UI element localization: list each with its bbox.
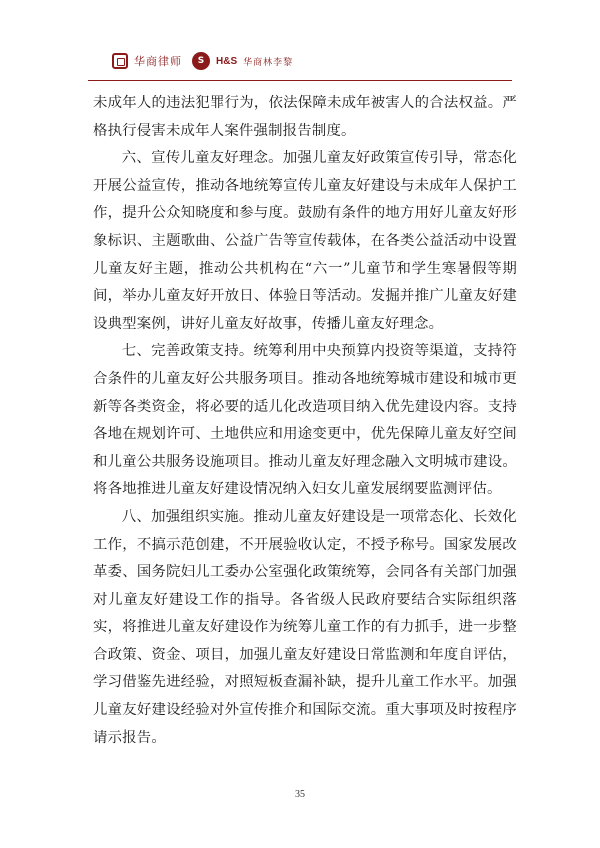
partner-logo-icon: S <box>192 52 210 70</box>
partner-logo-text: H&S <box>216 55 238 67</box>
partner-logo-subtext: 华商林李黎 <box>243 57 294 68</box>
firm-logo-text: 华商律师 <box>134 55 182 68</box>
paragraph-continuation: 未成年人的违法犯罪行为，依法保障未成年被害人的合法权益。严格执行侵害未成年人案件强制报告制度。 <box>93 95 517 139</box>
header-divider <box>88 80 512 81</box>
paragraph-section-8: 八、加强组织实施。推动儿童友好建设是一项常态化、长效化工作，不搞示范创建，不开展验收认定，不授予称号。国家发展改革委、国务院妇儿工委办公室强化政策统筹，会同各有关部门加强对儿童友好建设工作的指导。各省级人民政府要结合实际组织落实，将推进儿童友好建设作为统筹儿童工作的有力抓手，进一步整合政策、资金、项目，加强儿童友好建设日常监测和年度自评估，学习借鉴先进经验，对照短板查漏补缺，提升儿童工作水平。加强儿童友好建设经验对外宣传推介和国际交流。重大事项及时按程序请示报告。 <box>93 508 517 746</box>
paragraph-section-6: 六、宣传儿童友好理念。加强儿童友好政策宣传引导，常态化开展公益宣传，推动各地统筹宣传儿童友好建设与未成年人保护工作，提升公众知晓度和参与度。鼓励有条件的地方用好儿童友好形象标识、主题歌曲、公益广告等宣传载体，在各类公益活动中设置儿童友好主题，推动公共机构在“六一”儿童节和学生寒暑假等期间，举办儿童友好开放日、体验日等活动。发掘并推广儿童友好建设典型案例，讲好儿童友好故事，传播儿童友好理念。 <box>93 150 517 332</box>
document-body <box>93 90 517 752</box>
paragraph-section-7: 七、完善政策支持。统筹利用中央预算内投资等渠道，支持符合条件的儿童友好公共服务项目。推动各地统筹城市建设和城市更新等各类资金，将必要的适儿化改造项目纳入优先建设内容。支持各地在规划许可、土地供应和用途变更中，优先保障儿童友好空间和儿童公共服务设施项目。推动儿童友好理念融入文明城市建设。将各地推进儿童友好建设情况纳入妇女儿童发展纲要监测评估。 <box>93 343 517 498</box>
firm-logo-icon <box>112 53 128 69</box>
page-header <box>112 48 293 74</box>
page-number: 35 <box>295 789 305 800</box>
